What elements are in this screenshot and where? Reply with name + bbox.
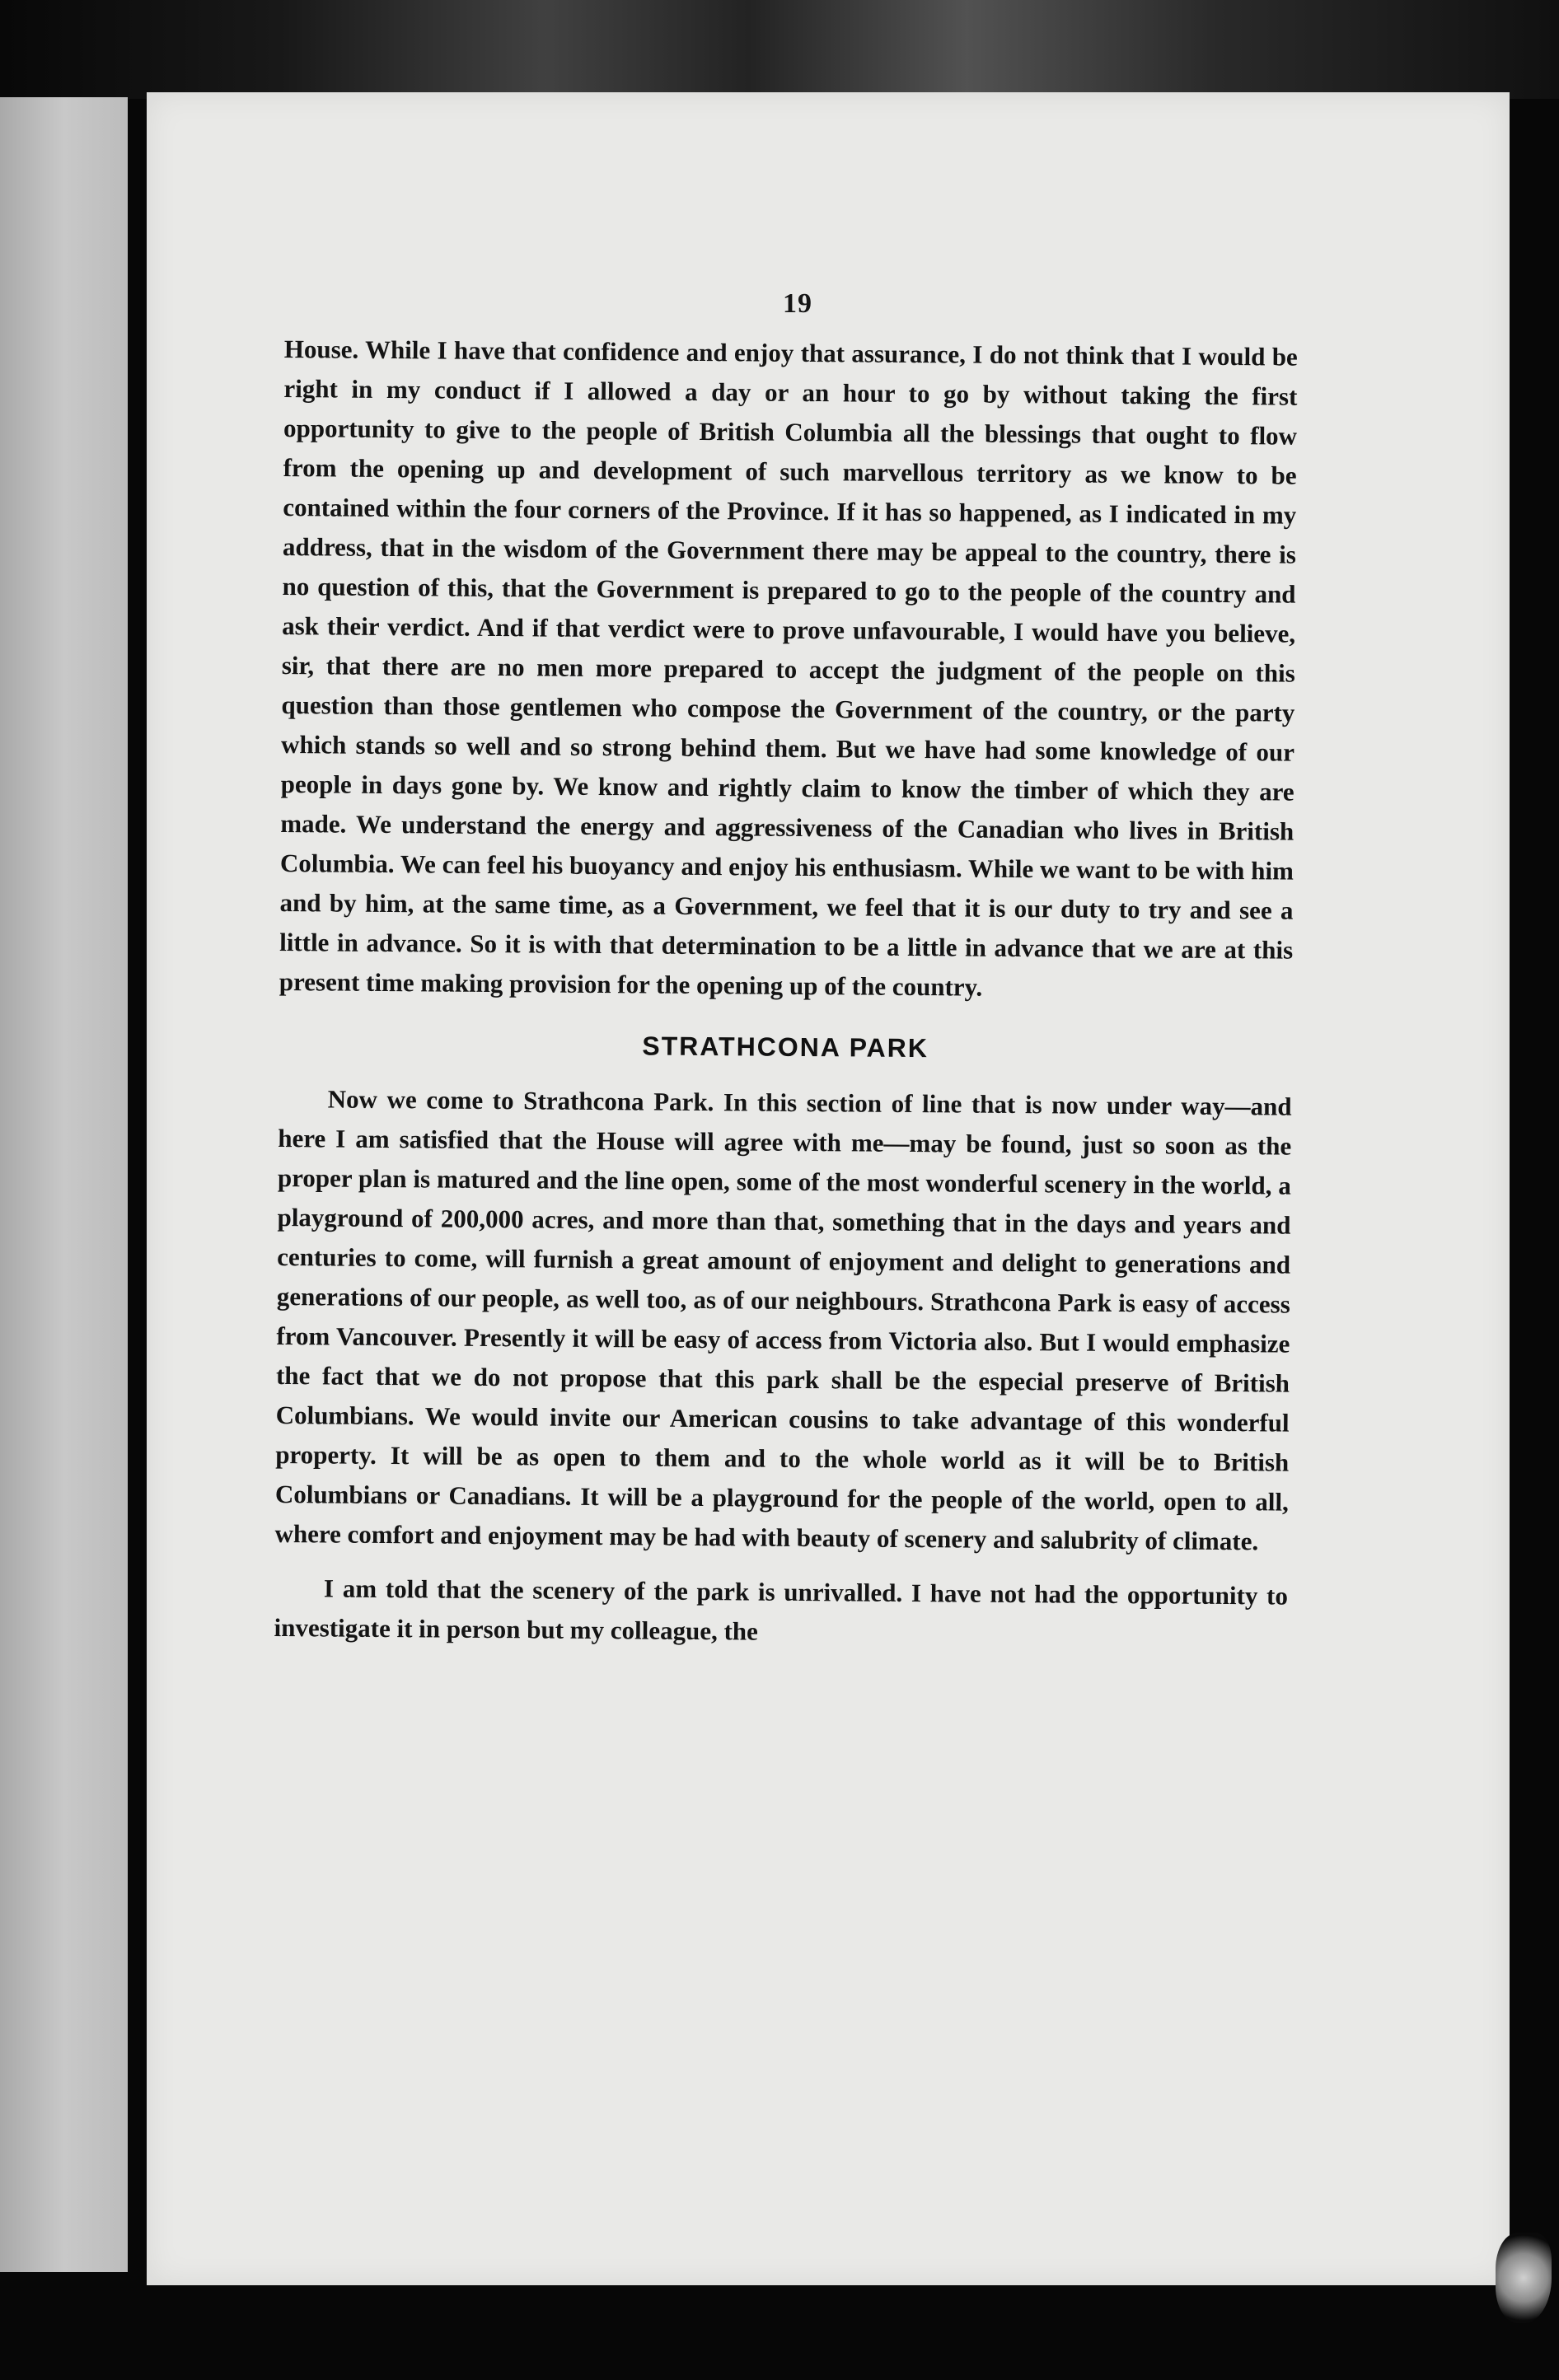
section-heading: STRATHCONA PARK (642, 1031, 929, 1064)
paragraph-strathcona: Now we come to Strathcona Park. In this section of line that is now under way—and here I am satisfied that the House will agree with me—may be found, just so soon as the proper plan is matured and the line open, some of the most wonderful scenery in the world, a playground of 200,000 acres, and more than that, something that in the days and years and centuries to come, will furnish a great amount of enjoyment and delight to generations and generations of our people, as well too, as of our neighbours. Strathcona Park is easy of access from Vancouver. Presently it will be easy of access from Victoria also. But I would emphasize the fact that we do not propose that this park shall be the especial preserve of British Columbians. We would invite our American cousins to take advantage of this wonderful property. It will be as open to them and to the whole world as it will be to British Columbians or Canadians. It will be a playground for the people of the world, open to all, where comfort and enjoyment may be had with beauty of scenery and salubrity of climate. (274, 1084, 1292, 1556)
facing-page-edge (0, 97, 128, 2272)
document-body (274, 330, 1298, 1656)
page-number: 19 (783, 288, 812, 319)
film-corner-mark (1496, 2233, 1552, 2323)
paragraph-continued: House. While I have that confidence and enjoy that assurance, I do not think that I would be right in my conduct if I allowed a day or an hour to go by without taking the first opportunity to give to the people of British Columbia all the blessings that ought to flow from the opening up and development of such marvellous territory as we know to be contained within the four corners of the Province. If it has so happened, as I indicated in my address, that in the wisdom of the Government there may be appeal to the country, there is no question of this, that the Government is prepared to go to the people of the country and ask their verdict. And if that verdict were to prove unfavourable, I would have you believe, sir, that there are no men more prepared to accept the judgment of the people on this question than those gentlemen who compose the Government of the country, or the party which stands so well and so strong behind them. But we have had some knowledge of our people in days gone by. We know and rightly claim to know the timber of which they are made. We understand the energy and aggressiveness of the Canadian who lives in British Columbia. We can feel his buoyancy and enjoy his enthusiasm. While we want to be with him and by him, at the same time, as a Government, we feel that it is our duty to try and see a little in advance. So it is with that determination to be a little in advance that we are at this present time making provision for the opening up of the country. (279, 334, 1298, 1002)
paragraph-scenery: I am told that the scenery of the park is unrivalled. I have not had the opportunity to investigate it in person but my colleague, the (274, 1573, 1289, 1646)
film-border-top (0, 0, 1559, 99)
